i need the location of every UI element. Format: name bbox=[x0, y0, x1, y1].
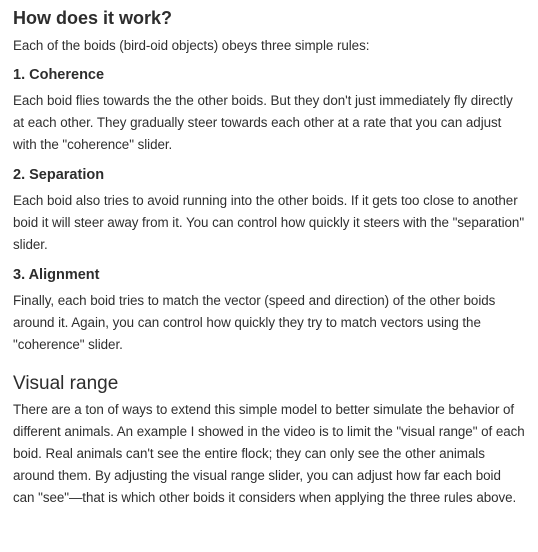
visual-range-paragraph: There are a ton of ways to extend this simple model to better simulate the behavior of different animals. An example I showed in the video is to limit the "visual range" of each boid. Real animals can't see the entire flock; they can only see the other animals around them. By adjusting the visual range slider, you can adjust how far each boid can "see"—that is which other boids it considers when applying the three rules above. bbox=[13, 402, 525, 505]
rule-title-separation: 2. Separation bbox=[13, 167, 105, 183]
rule-body-separation: Each boid also tries to avoid running into the other boids. If it gets too close to another boid it will steer away from it. You can control how quickly it steers with the "separation" slider. bbox=[13, 193, 525, 252]
rule-body-coherence: Each boid flies towards the the other boids. But they don't just immediately fly directly at each other. They gradually steer towards each other at a rate that you can adjust with the "coherence" slider. bbox=[13, 93, 513, 152]
rule-title-coherence: 1. Coherence bbox=[13, 67, 105, 83]
intro-paragraph: Each of the boids (bird-oid objects) obeys three simple rules: bbox=[13, 38, 370, 53]
rule-title-alignment: 3. Alignment bbox=[13, 267, 100, 283]
rule-body-alignment: Finally, each boid tries to match the vector (speed and direction) of the other boids around it. Again, you can control how quickly they try to match vectors using the "coherence" slider. bbox=[13, 293, 496, 352]
section-heading-visual-range: Visual range bbox=[13, 373, 119, 394]
section-heading-how-it-works: How does it work? bbox=[13, 8, 173, 28]
